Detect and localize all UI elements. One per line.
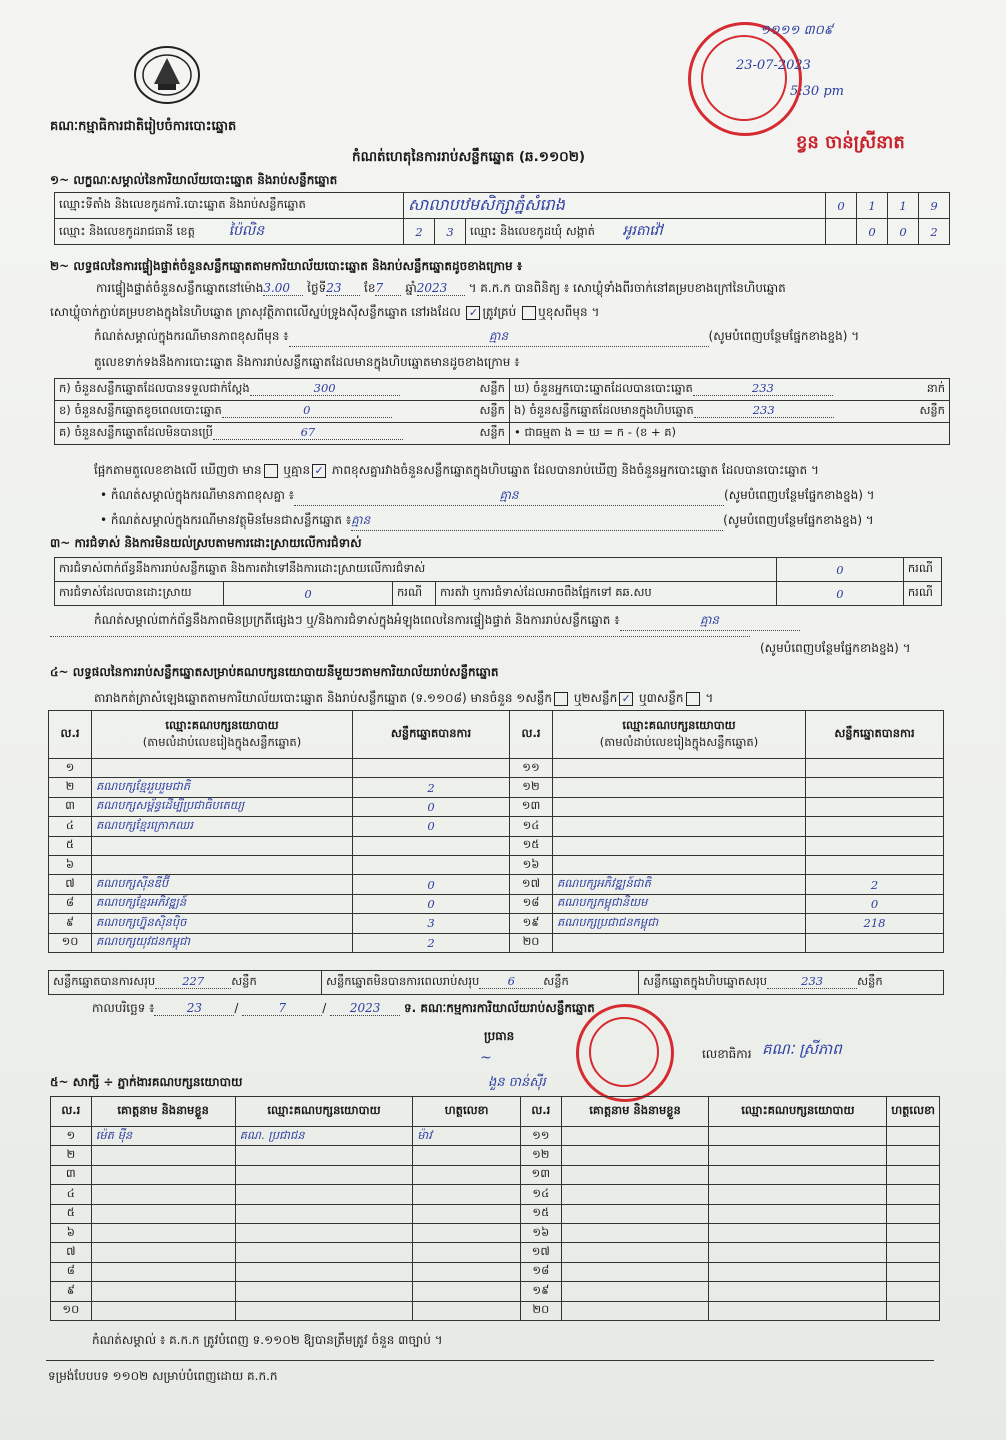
witness-party: [709, 1282, 887, 1301]
party-votes: [806, 797, 944, 816]
col-party: ឈ្មោះគណបក្សនយោបាយ: [235, 1097, 413, 1127]
witness-name: [91, 1185, 235, 1204]
party-name: [92, 855, 353, 874]
witness-no: ៤: [51, 1185, 92, 1204]
commune-code-digit: 0: [888, 219, 919, 245]
witness-party: [235, 1185, 413, 1204]
seal-note-value: គ្មាន: [289, 328, 709, 347]
voters-value: 233: [693, 381, 833, 396]
party-name: គណបក្សខ្មែរក្រោកឈរ: [92, 817, 353, 836]
totals-table: [48, 970, 944, 995]
party-votes: 0: [353, 797, 510, 816]
col-votes: សន្លឹកឆ្នោតបានការ: [806, 711, 944, 759]
unused-value: 67: [213, 425, 403, 440]
receiver-signature-name: ខ្វន ចាន់ស្រីនាត: [796, 132, 905, 153]
table-row: [49, 855, 944, 874]
sheets-1-checkbox[interactable]: [554, 692, 568, 706]
org-name: គណៈកម្មាធិការជាតិរៀបចំការបោះឆ្នោត: [50, 119, 237, 134]
witness-signature: [413, 1185, 521, 1204]
party-votes: [806, 759, 944, 778]
witness-no: ៦: [51, 1223, 92, 1242]
seal-note-line: កំណត់សម្គាល់ក្នុងករណីមានភាពខុសពីមុន ៖ គ្មាន (សូមបំពេញបន្ថែមផ្នែកខាងខ្នង) ។: [94, 328, 859, 347]
witness-no: ១៤: [520, 1185, 561, 1204]
witness-no: ៧: [51, 1243, 92, 1262]
witness-no: ១៥: [520, 1204, 561, 1223]
party-name: គណបក្សខ្មែរអភិវឌ្ឍន៍: [92, 894, 353, 913]
province-value: ប៉ៃលិន: [228, 223, 265, 239]
table-row: [51, 1127, 940, 1146]
witness-party: [235, 1262, 413, 1281]
witness-name: [561, 1301, 709, 1320]
witness-party: [709, 1301, 887, 1320]
station-code-digit: 0: [826, 193, 857, 219]
secretary-label: លេខាធិការ: [702, 1047, 752, 1061]
divider: [46, 1360, 934, 1361]
witness-signature: [887, 1282, 940, 1301]
party-no: ១៧: [510, 875, 553, 894]
witness-name: [561, 1165, 709, 1184]
received-row: ក) ចំនួនសន្លឹកឆ្នោតដែលបានទទួលជាក់ស្តែង 300 សន្លឹក: [55, 379, 510, 401]
party-votes: [353, 836, 510, 855]
table-row: [49, 933, 944, 952]
party-no: ១៦: [510, 855, 553, 874]
party-no: ៩: [49, 914, 92, 933]
party-name: [553, 817, 806, 836]
party-name: [553, 797, 806, 816]
irregularities-note-value: គ្មាន: [620, 612, 800, 631]
witness-signature: [887, 1301, 940, 1320]
witness-no: ១២: [520, 1146, 561, 1165]
unit-case: ករណី: [393, 582, 436, 606]
party-no: ១៤: [510, 817, 553, 836]
col-name: គោត្តនាម និងនាមខ្លួន: [561, 1097, 709, 1127]
verification-month: 7: [375, 281, 401, 296]
witness-signature: [413, 1301, 521, 1320]
witness-name: [561, 1127, 709, 1146]
witness-name: [561, 1223, 709, 1242]
table-row: [51, 1243, 940, 1262]
witness-party: [709, 1262, 887, 1281]
party-name: គណបក្សខ្មែររួបរួមជាតិ: [92, 778, 353, 797]
voters-row: ឃ) ចំនួនអ្នកបោះឆ្នោតដែលបានបោះឆ្នោត 233 នាក់: [510, 379, 950, 401]
party-no: ២: [49, 778, 92, 797]
commune-label: ឈ្មោះ និងលេខកូដឃុំ សង្កាត់ អូរតាវ៉ៅ: [466, 219, 826, 245]
date-year: 2023: [330, 1001, 400, 1016]
witness-signature: [413, 1243, 521, 1262]
party-name: [553, 836, 806, 855]
seal-check-line: សោឃ្លុំចាក់ភ្ជាប់គម្របខាងក្នុងនៃហិបឆ្នោត ត្រាសុវត្ថិភាពលើស្នប់ទ្រូងស៊ីសន្លឹកឆ្នោត នៅរងដែល ✓ ត្រូវគ្រប់ ឬខុសពីមុន ។: [50, 305, 600, 319]
table-row: [51, 1204, 940, 1223]
chair-name: ងួន ចាន់ស៊ីរ: [488, 1075, 546, 1090]
commune-code-digit: 2: [919, 219, 950, 245]
party-no: ៨: [49, 894, 92, 913]
table-row: [51, 1165, 940, 1184]
sheets-2-checkbox[interactable]: ✓: [619, 692, 633, 706]
witness-name: [561, 1185, 709, 1204]
form-title: កំណត់ហេតុនៃការរាប់សន្លឹកឆ្នោត (ឆ.១១០២): [352, 149, 586, 165]
witness-signature: [887, 1223, 940, 1242]
station-code-digit: 1: [888, 193, 919, 219]
party-name: គណបក្សសម្ព័ន្ធដើម្បីប្រជាធិបតេយ្យ: [92, 797, 353, 816]
party-name: [553, 855, 806, 874]
verification-year: 2023: [417, 281, 465, 296]
witness-signature: [413, 1165, 521, 1184]
committee-stamp-icon: [576, 1004, 674, 1102]
witness-signature: [887, 1185, 940, 1204]
box-total-value: 233: [767, 974, 857, 989]
witness-signature: [887, 1127, 940, 1146]
verification-time: 3.00: [263, 281, 303, 296]
witness-no: ២០: [520, 1301, 561, 1320]
witness-signature: [887, 1165, 940, 1184]
witness-party: [709, 1146, 887, 1165]
difference-no-checkbox[interactable]: ✓: [312, 464, 326, 478]
party-name: គណបក្សយុវជនកម្ពុជា: [92, 933, 353, 952]
table-row: [49, 797, 944, 816]
witness-signature: [413, 1262, 521, 1281]
witness-signature: [887, 1146, 940, 1165]
date-day: 23: [154, 1001, 234, 1016]
party-name: គណបក្សស៊ីនឌីប៊ី: [92, 875, 353, 894]
col-party: ឈ្មោះគណបក្សនយោបាយ: [709, 1097, 887, 1127]
complaints-forwarded-value: 0: [776, 582, 903, 606]
party-name: [553, 759, 806, 778]
station-code-digit: 1: [857, 193, 888, 219]
seal-bad-checkbox[interactable]: [522, 306, 536, 320]
witness-signature: [887, 1204, 940, 1223]
party-no: ៧: [49, 875, 92, 894]
sheets-3-checkbox[interactable]: [686, 692, 700, 706]
witness-name: [91, 1243, 235, 1262]
valid-total: សន្លឹកឆ្នោតបានការសរុប 227 សន្លឹក: [49, 971, 322, 995]
witness-signature: [887, 1262, 940, 1281]
party-no: ១១: [510, 759, 553, 778]
party-no: ១៩: [510, 914, 553, 933]
col-party: ឈ្មោះគណបក្សនយោបាយ (តាមលំដាប់លេខរៀងក្នុងសន្លឹកឆ្នោត): [553, 711, 806, 759]
col-no: ល.រ: [51, 1097, 92, 1127]
party-name: គណបក្សប្រជាជនកម្ពុជា: [553, 914, 806, 933]
witness-name: [91, 1301, 235, 1320]
witness-no: ៨: [51, 1262, 92, 1281]
witness-name: [561, 1262, 709, 1281]
col-no: ល.រ: [49, 711, 92, 759]
witness-name: [561, 1243, 709, 1262]
in-box-value: 233: [694, 403, 834, 418]
witness-no: ៩: [51, 1282, 92, 1301]
complaints-resolved-label: ការជំទាស់ដែលបានដោះស្រាយ: [55, 582, 224, 606]
station-id-table: [54, 192, 950, 245]
party-no: ១៣: [510, 797, 553, 816]
section-4-title: ៤~ លទ្ធផលនៃការរាប់សន្លឹកឆ្នោតសម្រាប់គណបក្សនយោបាយនីមួយៗតាមការិយាល័យរាប់សន្លឹកឆ្នោត: [50, 665, 499, 679]
party-no: ៣: [49, 797, 92, 816]
table-row: [51, 1185, 940, 1204]
valid-total-value: 227: [155, 974, 231, 989]
difference-note-line: • កំណត់សម្គាល់ក្នុងករណីមានភាពខុសគ្នា ៖ គ្មាន (សូមបំពេញបន្ថែមផ្នែកខាងខ្នង) ។: [100, 487, 875, 506]
witness-signature: [413, 1146, 521, 1165]
complaints-forwarded-label: ការតវ៉ា ឬការជំទាស់ដែលអាចពឹងផ្អែកទៅ គឆ.សប: [436, 582, 777, 606]
party-no: ១២: [510, 778, 553, 797]
party-votes: 0: [353, 894, 510, 913]
witness-table: [50, 1096, 940, 1321]
party-votes: [806, 933, 944, 952]
received-note-3: 5:30 pm: [790, 84, 844, 99]
party-name: គណបក្សអភិវឌ្ឍន៍ជាតិ: [553, 875, 806, 894]
note-hint: (សូមបំពេញបន្ថែមផ្នែកខាងខ្នង) ។: [760, 641, 911, 655]
spoiled-value: 0: [222, 403, 392, 418]
witness-no: ១៩: [520, 1282, 561, 1301]
witness-no: ១០: [51, 1301, 92, 1320]
verification-time-line: ការផ្ទៀងផ្ទាត់ចំនួនសន្លឹកឆ្នោតនៅម៉ោង3.00 ថ្ងៃទី23 ខែ7 ឆ្នាំ2023 ។ គ.ក.ក បានពិនិត្យ ៖ សោឃ្លុំទាំងពីរចាក់នៅគម្របខាងក្រៅនៃហិបឆ្នោត: [96, 281, 786, 295]
unit-case: ករណី: [903, 558, 941, 582]
table-row: [49, 894, 944, 913]
witness-name: [91, 1204, 235, 1223]
witness-signature: [413, 1204, 521, 1223]
table-row: [51, 1282, 940, 1301]
col-no: ល.រ: [520, 1097, 561, 1127]
witness-no: ៥: [51, 1204, 92, 1223]
party-name: [553, 933, 806, 952]
party-results-table: [48, 710, 944, 953]
province-label: ឈ្មោះ និងលេខកូដរាជធានី ខេត្ត ប៉ៃលិន: [55, 219, 404, 245]
witness-no: ១៨: [520, 1262, 561, 1281]
difference-check-line: ផ្អែកតាមតួលេខខាងលើ ឃើញថា មាន ឬគ្មាន ✓ ភាពខុសគ្នារវាងចំនួនសន្លឹកឆ្នោតក្នុងហិបឆ្នោត ដែលបានរាប់ឃើញ និងចំនួនអ្នកបោះឆ្នោត ដែលបានបោះឆ្នោត ។: [94, 463, 819, 477]
table-row: [51, 1262, 940, 1281]
province-code-digit: 2: [404, 219, 435, 245]
section-5-title: ៥~ សាក្សី ÷ ភ្នាក់ងារគណបក្សនយោបាយ: [50, 1075, 243, 1089]
party-votes: 2: [806, 875, 944, 894]
seal-ok-checkbox[interactable]: ✓: [466, 306, 480, 320]
invalid-total: សន្លឹកឆ្នោតមិនបានការពេលរាប់សរុប 6 សន្លឹក: [322, 971, 639, 995]
unit-case: ករណី: [903, 582, 941, 606]
party-no: ២០: [510, 933, 553, 952]
table-row: [51, 1146, 940, 1165]
party-votes: 2: [353, 933, 510, 952]
witness-party: [709, 1165, 887, 1184]
commune-value: អូរតាវ៉ៅ: [622, 223, 663, 239]
witness-party: [709, 1243, 887, 1262]
witness-party: [235, 1146, 413, 1165]
footnote: កំណត់សម្គាល់ ៖ គ.ក.ក ត្រូវបំពេញ ទ.១១០២ ឱ្យបានត្រឹមត្រូវ ចំនួន ៣ច្បាប់ ។: [92, 1333, 443, 1347]
witness-no: ១៣: [520, 1165, 561, 1184]
party-no: ១០: [49, 933, 92, 952]
commune-code-digit: 0: [857, 219, 888, 245]
witness-party: [235, 1204, 413, 1223]
witness-no: ២: [51, 1146, 92, 1165]
party-votes: 3: [353, 914, 510, 933]
party-name: [92, 759, 353, 778]
party-no: ១៥: [510, 836, 553, 855]
party-votes: [353, 855, 510, 874]
complaints-total-label: ការជំទាស់ពាក់ព័ន្ធនឹងការរាប់សន្លឹកឆ្នោត និងការតវ៉ាទៅនឹងការដោះស្រាយលើការជំទាស់: [55, 558, 777, 582]
party-no: ១: [49, 759, 92, 778]
witness-name: [91, 1262, 235, 1281]
witness-party: [235, 1243, 413, 1262]
witness-party: [235, 1301, 413, 1320]
party-votes: [806, 836, 944, 855]
witness-signature: [413, 1282, 521, 1301]
difference-note-value: គ្មាន: [294, 487, 724, 506]
witness-party: [709, 1127, 887, 1146]
verification-day: 23: [326, 281, 360, 296]
witness-name: [91, 1146, 235, 1165]
irregularities-note-line: កំណត់សម្គាល់ពាក់ព័ន្ធនឹងភាពមិនប្រក្រតីផ្សេងៗ ឬ/និងការជំទាស់ក្នុងអំឡុងពេលនៃការផ្ទៀងផ្ទាត់ និងការរាប់សន្លឹកឆ្នោត ៖ គ្មាន: [94, 612, 800, 631]
spoiled-row: ខ) ចំនួនសន្លឹកឆ្នោតខូចពេលបោះឆ្នោត 0 សន្លឹក: [55, 401, 510, 423]
witness-name: [91, 1165, 235, 1184]
witness-party: [235, 1165, 413, 1184]
party-votes: 0: [806, 894, 944, 913]
col-no: ល.រ: [510, 711, 553, 759]
complaints-resolved-value: 0: [224, 582, 393, 606]
station-name-value: សាលាបឋមសិក្សាភ្នំសំរោង: [404, 193, 826, 219]
witness-signature: [413, 1223, 521, 1242]
col-votes: សន្លឹកឆ្នោតបានការ: [353, 711, 510, 759]
witness-name: ម៉េត ម៉ីន: [91, 1127, 235, 1146]
received-note-1: ១១១១ ៣០៩: [760, 23, 834, 38]
party-no: ៥: [49, 836, 92, 855]
party-votes: [806, 778, 944, 797]
party-name: គណបក្សហ្វ៊ុនស៊ិនប៉ិច: [92, 914, 353, 933]
figures-intro: តួលេខទាក់ទងនឹងការបោះឆ្នោត និងការរាប់សន្លឹកឆ្នោតដែលមានក្នុងហិបឆ្នោតមានដូចខាងក្រោម ៖: [94, 355, 520, 369]
party-no: ១៨: [510, 894, 553, 913]
formula: • ជាធម្មតា ង = ឃ = ក - (ខ + គ): [510, 423, 950, 445]
station-name-label: ឈ្មោះទីតាំង និងលេខកូដការិ.បោះឆ្នោត និងរាប់សន្លឹកឆ្នោត: [55, 193, 404, 219]
date-month: 7: [242, 1001, 322, 1016]
witness-party: [709, 1204, 887, 1223]
dotted-line: [50, 636, 750, 637]
party-votes: [806, 855, 944, 874]
province-code-digit: 3: [435, 219, 466, 245]
section-2-title: ២~ លទ្ធផលនៃការផ្ទៀងផ្ទាត់ចំនួនសន្លឹកឆ្នោតតាមការិយាល័យបោះឆ្នោត និងរាប់សន្លឹកឆ្នោតដូចខាងក្រោម ៖: [50, 259, 523, 273]
witness-no: ១: [51, 1127, 92, 1146]
unused-row: គ) ចំនួនសន្លឹកឆ្នោតដែលមិនបានប្រើ 67 សន្លឹក: [55, 423, 510, 445]
table-row: [51, 1301, 940, 1320]
party-votes: 2: [353, 778, 510, 797]
received-value: 300: [250, 381, 400, 396]
object-note-value: គ្មាន: [351, 512, 723, 531]
col-sign: ហត្ថលេខា: [413, 1097, 521, 1127]
party-votes: 218: [806, 914, 944, 933]
table-row: [51, 1223, 940, 1242]
witness-name: [561, 1204, 709, 1223]
party-votes: [353, 759, 510, 778]
chair-signature-icon: ~: [480, 1050, 492, 1066]
witness-party: [235, 1282, 413, 1301]
col-sign: ហត្ថលេខា: [887, 1097, 940, 1127]
chair-label: ប្រធាន: [484, 1029, 515, 1043]
ballot-figures-table: [54, 378, 950, 445]
witness-name: [561, 1282, 709, 1301]
date-line: កាលបរិច្ឆេទ ៖ 23 / 7 / 2023 ទ. គណៈកម្មការការិយាល័យរាប់សន្លឹកឆ្នោត: [92, 1001, 595, 1015]
box-total: សន្លឹកឆ្នោតក្នុងហិបឆ្នោតសរុប 233 សន្លឹក: [639, 971, 944, 995]
table-row: [49, 759, 944, 778]
col-name: គោត្តនាម និងនាមខ្លួន: [91, 1097, 235, 1127]
witness-no: ១១: [520, 1127, 561, 1146]
form-footer: ទម្រង់បែបបទ ១១០២ សម្រាប់បំពេញដោយ គ.ក.ក: [48, 1369, 278, 1383]
section-1-title: ១~ លក្ខណៈសម្គាល់នៃការិយាល័យបោះឆ្នោត និងរាប់សន្លឹកឆ្នោត: [50, 173, 338, 187]
station-code-digit: 9: [919, 193, 950, 219]
table-row: [49, 914, 944, 933]
secretary-name: គណៈ ស្រីភាព: [762, 1040, 842, 1058]
witness-no: ១៧: [520, 1243, 561, 1262]
witness-signature: [887, 1243, 940, 1262]
party-no: ៦: [49, 855, 92, 874]
received-note-2: 23-07-2023: [736, 58, 811, 73]
witness-no: ១៦: [520, 1223, 561, 1242]
table-row: [49, 836, 944, 855]
complaints-table: [54, 557, 942, 606]
difference-yes-checkbox[interactable]: [264, 464, 278, 478]
party-votes: 0: [353, 875, 510, 894]
party-name: [553, 778, 806, 797]
party-no: ៤: [49, 817, 92, 836]
witness-party: [709, 1185, 887, 1204]
complaints-total-value: 0: [776, 558, 903, 582]
table-row: [49, 817, 944, 836]
table-row: [49, 875, 944, 894]
party-name: [92, 836, 353, 855]
party-name: គណបក្សកម្ពុជានិយម: [553, 894, 806, 913]
invalid-total-value: 6: [479, 974, 543, 989]
in-box-row: ង) ចំនួនសន្លឹកឆ្នោតដែលមានក្នុងហិបឆ្នោត 233 សន្លឹក: [510, 401, 950, 423]
witness-signature: ម៉ាវ: [413, 1127, 521, 1146]
witness-name: [91, 1282, 235, 1301]
section-3-title: ៣~ ការជំទាស់ និងការមិនយល់ស្របតាមការដោះស្រាយលើការជំទាស់: [50, 536, 362, 550]
witness-party: គណ. ប្រជាជន: [235, 1127, 413, 1146]
col-party: ឈ្មោះគណបក្សនយោបាយ (តាមលំដាប់លេខរៀងក្នុងសន្លឹកឆ្នោត): [92, 711, 353, 759]
nec-emblem-icon: [132, 44, 202, 106]
witness-party: [709, 1223, 887, 1242]
party-votes: [806, 817, 944, 836]
table-row: [49, 778, 944, 797]
witness-name: [91, 1223, 235, 1242]
tally-sheets-line: តារាងកត់ត្រាសំឡេងឆ្នោតតាមការិយាល័យបោះឆ្នោត និងរាប់សន្លឹកឆ្នោត (ទ.១១០៨) មានចំនួន ១សន្លឹក ឬ២សន្លឹក ✓ ឬ៣សន្លឹក ។: [94, 691, 714, 705]
witness-name: [561, 1146, 709, 1165]
witness-party: [235, 1223, 413, 1242]
witness-no: ៣: [51, 1165, 92, 1184]
party-votes: 0: [353, 817, 510, 836]
object-note-line: • កំណត់សម្គាល់ក្នុងករណីមានវត្ថុមិនមែនជាសន្លឹកឆ្នោត ៖គ្មាន (សូមបំពេញបន្ថែមផ្នែកខាងខ្នង) ។: [100, 512, 874, 531]
